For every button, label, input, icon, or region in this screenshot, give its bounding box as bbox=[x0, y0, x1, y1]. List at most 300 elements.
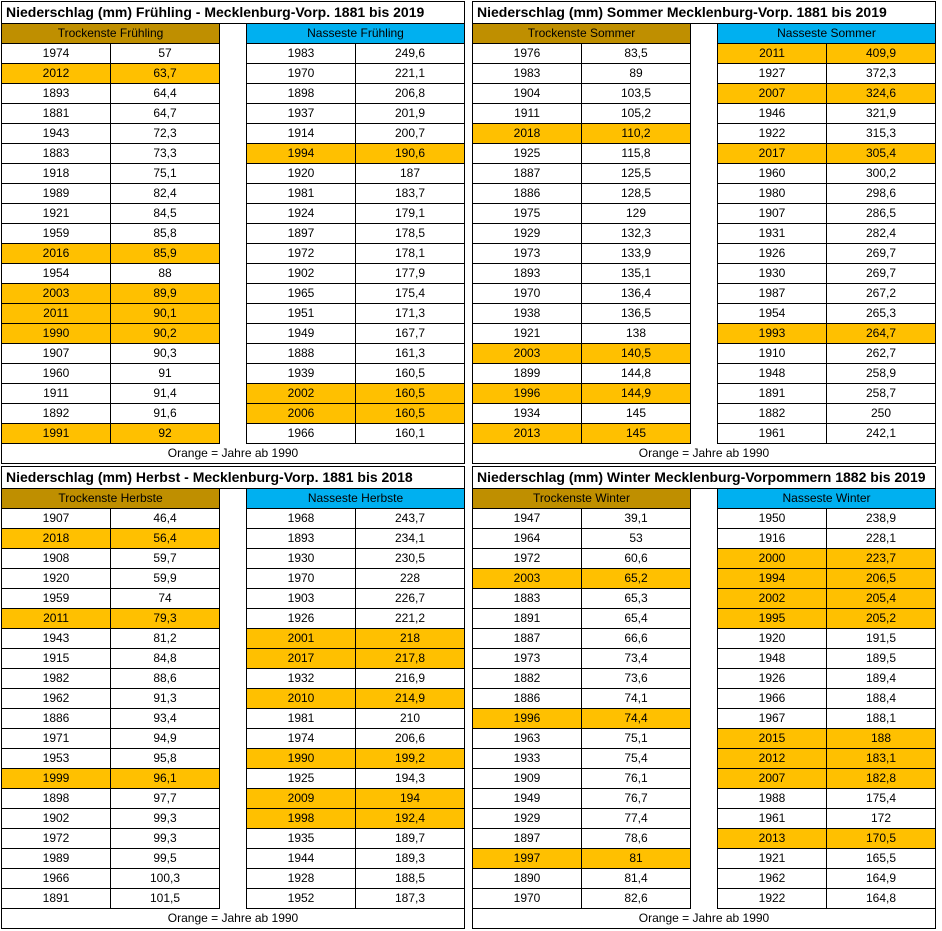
spacer-cell bbox=[220, 729, 247, 749]
wettest-header: Nasseste Herbste bbox=[247, 489, 465, 509]
spacer-cell bbox=[691, 364, 718, 384]
table-title: Niederschlag (mm) Sommer Mecklenburg-Vorp. 1881 bis 2019 bbox=[473, 2, 936, 24]
spacer-cell bbox=[220, 324, 247, 344]
wettest-value: 164,8 bbox=[827, 889, 936, 909]
table-row bbox=[473, 144, 936, 164]
driest-value: 56,4 bbox=[111, 529, 220, 549]
spacer-cell bbox=[220, 104, 247, 124]
table-row bbox=[2, 344, 465, 364]
table-title: Niederschlag (mm) Winter Mecklenburg-Vorpommern 1882 bis 2019 bbox=[473, 467, 936, 489]
driest-value: 73,3 bbox=[111, 144, 220, 164]
driest-value: 132,3 bbox=[582, 224, 691, 244]
driest-value: 66,6 bbox=[582, 629, 691, 649]
driest-value: 77,4 bbox=[582, 809, 691, 829]
driest-year: 1963 bbox=[473, 729, 582, 749]
table-row bbox=[473, 424, 936, 444]
driest-value: 110,2 bbox=[582, 124, 691, 144]
wettest-year: 1893 bbox=[247, 529, 356, 549]
wettest-value: 165,5 bbox=[827, 849, 936, 869]
legend-note: Orange = Jahre ab 1990 bbox=[473, 444, 936, 464]
wettest-year: 2009 bbox=[247, 789, 356, 809]
wettest-year: 1995 bbox=[718, 609, 827, 629]
table-row bbox=[473, 184, 936, 204]
spacer-cell bbox=[691, 529, 718, 549]
driest-year: 1902 bbox=[2, 809, 111, 829]
driest-year: 1929 bbox=[473, 809, 582, 829]
driest-year: 1909 bbox=[473, 769, 582, 789]
table-row bbox=[473, 629, 936, 649]
table-row bbox=[473, 44, 936, 64]
wettest-year: 1910 bbox=[718, 344, 827, 364]
wettest-value: 218 bbox=[356, 629, 465, 649]
wettest-year: 1980 bbox=[718, 184, 827, 204]
wettest-value: 189,3 bbox=[356, 849, 465, 869]
spacer-cell bbox=[220, 769, 247, 789]
driest-year: 1886 bbox=[473, 689, 582, 709]
wettest-year: 1930 bbox=[718, 264, 827, 284]
driest-year: 2003 bbox=[473, 344, 582, 364]
spacer-cell bbox=[220, 24, 247, 44]
table-row bbox=[473, 529, 936, 549]
spacer-cell bbox=[220, 569, 247, 589]
spacer-cell bbox=[220, 489, 247, 509]
wettest-value: 315,3 bbox=[827, 124, 936, 144]
driest-value: 73,6 bbox=[582, 669, 691, 689]
driest-value: 135,1 bbox=[582, 264, 691, 284]
spacer-cell bbox=[220, 424, 247, 444]
driest-value: 75,1 bbox=[111, 164, 220, 184]
wettest-year: 1922 bbox=[718, 889, 827, 909]
wettest-value: 242,1 bbox=[827, 424, 936, 444]
table-row bbox=[2, 44, 465, 64]
spacer-cell bbox=[220, 609, 247, 629]
driest-year: 1892 bbox=[2, 404, 111, 424]
table-row bbox=[473, 304, 936, 324]
wettest-year: 1926 bbox=[247, 609, 356, 629]
driest-year: 1959 bbox=[2, 589, 111, 609]
spacer-cell bbox=[691, 769, 718, 789]
table-row bbox=[473, 849, 936, 869]
driest-year: 2016 bbox=[2, 244, 111, 264]
driest-value: 46,4 bbox=[111, 509, 220, 529]
table-row bbox=[473, 64, 936, 84]
driest-value: 84,5 bbox=[111, 204, 220, 224]
spacer-cell bbox=[691, 869, 718, 889]
driest-year: 1907 bbox=[2, 344, 111, 364]
wettest-value: 188,5 bbox=[356, 869, 465, 889]
table-row bbox=[473, 224, 936, 244]
driest-value: 64,4 bbox=[111, 84, 220, 104]
spacer-cell bbox=[220, 64, 247, 84]
driest-header: Trockenste Herbste bbox=[2, 489, 220, 509]
wettest-value: 175,4 bbox=[827, 789, 936, 809]
driest-year: 1976 bbox=[473, 44, 582, 64]
driest-value: 78,6 bbox=[582, 829, 691, 849]
wettest-year: 1927 bbox=[718, 64, 827, 84]
wettest-year: 2011 bbox=[718, 44, 827, 64]
table-row bbox=[473, 589, 936, 609]
spacer-cell bbox=[220, 629, 247, 649]
wettest-year: 1968 bbox=[247, 509, 356, 529]
wettest-year: 2007 bbox=[718, 84, 827, 104]
precipitation-table bbox=[472, 466, 936, 929]
wettest-year: 1990 bbox=[247, 749, 356, 769]
driest-year: 1972 bbox=[2, 829, 111, 849]
wettest-value: 234,1 bbox=[356, 529, 465, 549]
driest-value: 96,1 bbox=[111, 769, 220, 789]
driest-year: 1897 bbox=[473, 829, 582, 849]
wettest-year: 2001 bbox=[247, 629, 356, 649]
wettest-year: 1952 bbox=[247, 889, 356, 909]
wettest-value: 269,7 bbox=[827, 244, 936, 264]
driest-value: 53 bbox=[582, 529, 691, 549]
spacer-cell bbox=[220, 749, 247, 769]
wettest-value: 206,8 bbox=[356, 84, 465, 104]
driest-year: 1997 bbox=[473, 849, 582, 869]
wettest-year: 1970 bbox=[247, 569, 356, 589]
driest-year: 1886 bbox=[2, 709, 111, 729]
wettest-value: 177,9 bbox=[356, 264, 465, 284]
driest-year: 1971 bbox=[2, 729, 111, 749]
driest-value: 88,6 bbox=[111, 669, 220, 689]
table-row bbox=[2, 849, 465, 869]
driest-header: Trockenste Winter bbox=[473, 489, 691, 509]
driest-value: 105,2 bbox=[582, 104, 691, 124]
driest-year: 1904 bbox=[473, 84, 582, 104]
wettest-year: 1998 bbox=[247, 809, 356, 829]
wettest-year: 1926 bbox=[718, 669, 827, 689]
driest-year: 2018 bbox=[473, 124, 582, 144]
table-row bbox=[2, 364, 465, 384]
spacer-cell bbox=[220, 344, 247, 364]
wettest-value: 178,1 bbox=[356, 244, 465, 264]
table-row bbox=[2, 384, 465, 404]
driest-year: 1991 bbox=[2, 424, 111, 444]
wettest-value: 269,7 bbox=[827, 264, 936, 284]
wettest-year: 1951 bbox=[247, 304, 356, 324]
spacer-cell bbox=[691, 629, 718, 649]
table-row bbox=[473, 789, 936, 809]
wettest-year: 2015 bbox=[718, 729, 827, 749]
wettest-value: 183,7 bbox=[356, 184, 465, 204]
driest-value: 133,9 bbox=[582, 244, 691, 264]
table-row bbox=[473, 84, 936, 104]
wettest-value: 194 bbox=[356, 789, 465, 809]
driest-year: 1973 bbox=[473, 649, 582, 669]
table-row bbox=[2, 184, 465, 204]
table-row bbox=[2, 889, 465, 909]
driest-value: 103,5 bbox=[582, 84, 691, 104]
driest-year: 1883 bbox=[473, 589, 582, 609]
wettest-year: 2002 bbox=[718, 589, 827, 609]
spacer-cell bbox=[691, 649, 718, 669]
table-row bbox=[2, 324, 465, 344]
driest-value: 138 bbox=[582, 324, 691, 344]
table-row bbox=[2, 264, 465, 284]
driest-year: 1954 bbox=[2, 264, 111, 284]
spacer-cell bbox=[691, 709, 718, 729]
spacer-cell bbox=[220, 304, 247, 324]
table-row bbox=[2, 749, 465, 769]
spacer-cell bbox=[691, 889, 718, 909]
spacer-cell bbox=[691, 424, 718, 444]
table-row bbox=[2, 284, 465, 304]
wettest-value: 160,1 bbox=[356, 424, 465, 444]
table-row bbox=[473, 124, 936, 144]
driest-year: 1887 bbox=[473, 629, 582, 649]
wettest-year: 1925 bbox=[247, 769, 356, 789]
wettest-value: 191,5 bbox=[827, 629, 936, 649]
driest-year: 1943 bbox=[2, 124, 111, 144]
table-row bbox=[473, 809, 936, 829]
driest-year: 1920 bbox=[2, 569, 111, 589]
table-row bbox=[2, 144, 465, 164]
driest-value: 81 bbox=[582, 849, 691, 869]
driest-year: 1918 bbox=[2, 164, 111, 184]
table-row bbox=[473, 669, 936, 689]
wettest-value: 178,5 bbox=[356, 224, 465, 244]
spacer-cell bbox=[220, 829, 247, 849]
wettest-value: 160,5 bbox=[356, 404, 465, 424]
wettest-value: 167,7 bbox=[356, 324, 465, 344]
driest-year: 1881 bbox=[2, 104, 111, 124]
driest-year: 1929 bbox=[473, 224, 582, 244]
panel-winter bbox=[472, 466, 936, 929]
wettest-year: 1898 bbox=[247, 84, 356, 104]
driest-value: 93,4 bbox=[111, 709, 220, 729]
spacer-cell bbox=[220, 144, 247, 164]
driest-year: 1970 bbox=[473, 889, 582, 909]
wettest-year: 1916 bbox=[718, 529, 827, 549]
spacer-cell bbox=[691, 749, 718, 769]
legend-note: Orange = Jahre ab 1990 bbox=[2, 444, 465, 464]
driest-year: 2003 bbox=[2, 284, 111, 304]
driest-year: 1921 bbox=[2, 204, 111, 224]
wettest-year: 1994 bbox=[718, 569, 827, 589]
wettest-year: 1970 bbox=[247, 64, 356, 84]
spacer-cell bbox=[220, 44, 247, 64]
spacer-cell bbox=[220, 809, 247, 829]
table-row bbox=[2, 84, 465, 104]
table-row bbox=[2, 224, 465, 244]
wettest-value: 409,9 bbox=[827, 44, 936, 64]
wettest-value: 223,7 bbox=[827, 549, 936, 569]
wettest-year: 1961 bbox=[718, 809, 827, 829]
table-row bbox=[2, 64, 465, 84]
driest-year: 1966 bbox=[2, 869, 111, 889]
driest-value: 76,7 bbox=[582, 789, 691, 809]
spacer-cell bbox=[691, 264, 718, 284]
driest-year: 1943 bbox=[2, 629, 111, 649]
wettest-year: 1935 bbox=[247, 829, 356, 849]
driest-value: 85,8 bbox=[111, 224, 220, 244]
table-row bbox=[473, 769, 936, 789]
driest-value: 84,8 bbox=[111, 649, 220, 669]
table-row bbox=[473, 364, 936, 384]
driest-year: 1911 bbox=[2, 384, 111, 404]
driest-value: 94,9 bbox=[111, 729, 220, 749]
wettest-year: 1903 bbox=[247, 589, 356, 609]
table-row bbox=[473, 104, 936, 124]
driest-value: 99,3 bbox=[111, 829, 220, 849]
driest-value: 75,4 bbox=[582, 749, 691, 769]
table-row bbox=[473, 569, 936, 589]
wettest-value: 206,5 bbox=[827, 569, 936, 589]
driest-year: 1907 bbox=[2, 509, 111, 529]
wettest-value: 230,5 bbox=[356, 549, 465, 569]
driest-value: 64,7 bbox=[111, 104, 220, 124]
wettest-value: 217,8 bbox=[356, 649, 465, 669]
wettest-value: 221,2 bbox=[356, 609, 465, 629]
driest-year: 1891 bbox=[473, 609, 582, 629]
spacer-cell bbox=[691, 404, 718, 424]
driest-year: 1990 bbox=[2, 324, 111, 344]
spacer-cell bbox=[691, 164, 718, 184]
legend-note: Orange = Jahre ab 1990 bbox=[2, 909, 465, 929]
driest-value: 91 bbox=[111, 364, 220, 384]
wettest-year: 1962 bbox=[718, 869, 827, 889]
spacer-cell bbox=[691, 244, 718, 264]
driest-value: 89 bbox=[582, 64, 691, 84]
wettest-value: 264,7 bbox=[827, 324, 936, 344]
wettest-value: 267,2 bbox=[827, 284, 936, 304]
wettest-year: 1920 bbox=[247, 164, 356, 184]
spacer-cell bbox=[691, 304, 718, 324]
driest-year: 1973 bbox=[473, 244, 582, 264]
table-title: Niederschlag (mm) Herbst - Mecklenburg-Vorp. 1881 bis 2018 bbox=[2, 467, 465, 489]
driest-year: 1962 bbox=[2, 689, 111, 709]
wettest-value: 183,1 bbox=[827, 749, 936, 769]
driest-value: 90,1 bbox=[111, 304, 220, 324]
panel-autumn bbox=[1, 466, 465, 929]
table-row bbox=[473, 404, 936, 424]
wettest-value: 189,7 bbox=[356, 829, 465, 849]
spacer-cell bbox=[691, 609, 718, 629]
wettest-year: 1967 bbox=[718, 709, 827, 729]
driest-year: 2011 bbox=[2, 609, 111, 629]
wettest-value: 189,5 bbox=[827, 649, 936, 669]
driest-value: 75,1 bbox=[582, 729, 691, 749]
wettest-year: 1972 bbox=[247, 244, 356, 264]
driest-year: 1882 bbox=[473, 669, 582, 689]
table-row bbox=[2, 709, 465, 729]
wettest-value: 182,8 bbox=[827, 769, 936, 789]
wettest-value: 179,1 bbox=[356, 204, 465, 224]
table-row bbox=[473, 889, 936, 909]
spacer-cell bbox=[691, 124, 718, 144]
spacer-cell bbox=[220, 889, 247, 909]
wettest-year: 1988 bbox=[718, 789, 827, 809]
driest-year: 2012 bbox=[2, 64, 111, 84]
wettest-year: 1961 bbox=[718, 424, 827, 444]
wettest-year: 1931 bbox=[718, 224, 827, 244]
driest-value: 100,3 bbox=[111, 869, 220, 889]
wettest-value: 187,3 bbox=[356, 889, 465, 909]
table-row bbox=[2, 829, 465, 849]
driest-year: 1970 bbox=[473, 284, 582, 304]
driest-value: 128,5 bbox=[582, 184, 691, 204]
spacer-cell bbox=[691, 509, 718, 529]
wettest-value: 175,4 bbox=[356, 284, 465, 304]
spacer-cell bbox=[220, 404, 247, 424]
wettest-value: 192,4 bbox=[356, 809, 465, 829]
table-row bbox=[473, 749, 936, 769]
spacer-cell bbox=[220, 529, 247, 549]
table-title: Niederschlag (mm) Frühling - Mecklenburg-Vorp. 1881 bis 2019 bbox=[2, 2, 465, 24]
wettest-year: 1914 bbox=[247, 124, 356, 144]
wettest-year: 1930 bbox=[247, 549, 356, 569]
driest-value: 59,7 bbox=[111, 549, 220, 569]
wettest-year: 1922 bbox=[718, 124, 827, 144]
wettest-year: 2006 bbox=[247, 404, 356, 424]
driest-year: 1972 bbox=[473, 549, 582, 569]
driest-year: 1949 bbox=[473, 789, 582, 809]
table-row bbox=[2, 669, 465, 689]
wettest-year: 1950 bbox=[718, 509, 827, 529]
spacer-cell bbox=[220, 869, 247, 889]
table-row bbox=[2, 304, 465, 324]
driest-value: 101,5 bbox=[111, 889, 220, 909]
table-row bbox=[473, 284, 936, 304]
driest-year: 1887 bbox=[473, 164, 582, 184]
table-row bbox=[2, 649, 465, 669]
wettest-value: 172 bbox=[827, 809, 936, 829]
driest-value: 63,7 bbox=[111, 64, 220, 84]
wettest-value: 205,4 bbox=[827, 589, 936, 609]
spacer-cell bbox=[220, 264, 247, 284]
wettest-year: 2017 bbox=[718, 144, 827, 164]
wettest-year: 1937 bbox=[247, 104, 356, 124]
wettest-header: Nasseste Frühling bbox=[247, 24, 465, 44]
spacer-cell bbox=[220, 384, 247, 404]
driest-header: Trockenste Sommer bbox=[473, 24, 691, 44]
table-row bbox=[473, 869, 936, 889]
wettest-value: 201,9 bbox=[356, 104, 465, 124]
spacer-cell bbox=[691, 344, 718, 364]
driest-value: 99,3 bbox=[111, 809, 220, 829]
wettest-value: 262,7 bbox=[827, 344, 936, 364]
spacer-cell bbox=[220, 649, 247, 669]
table-row bbox=[473, 709, 936, 729]
wettest-year: 1932 bbox=[247, 669, 356, 689]
wettest-year: 1944 bbox=[247, 849, 356, 869]
table-row bbox=[473, 164, 936, 184]
driest-year: 1947 bbox=[473, 509, 582, 529]
wettest-year: 1960 bbox=[718, 164, 827, 184]
spacer-cell bbox=[220, 204, 247, 224]
spacer-cell bbox=[220, 164, 247, 184]
wettest-year: 2017 bbox=[247, 649, 356, 669]
driest-year: 1911 bbox=[473, 104, 582, 124]
spacer-cell bbox=[691, 104, 718, 124]
table-row bbox=[2, 124, 465, 144]
wettest-value: 214,9 bbox=[356, 689, 465, 709]
wettest-year: 1983 bbox=[247, 44, 356, 64]
spacer-cell bbox=[691, 549, 718, 569]
driest-value: 85,9 bbox=[111, 244, 220, 264]
table-row bbox=[2, 589, 465, 609]
driest-value: 59,9 bbox=[111, 569, 220, 589]
table-row bbox=[2, 869, 465, 889]
wettest-year: 1974 bbox=[247, 729, 356, 749]
driest-year: 1960 bbox=[2, 364, 111, 384]
wettest-year: 1966 bbox=[247, 424, 356, 444]
driest-value: 91,3 bbox=[111, 689, 220, 709]
spacer-cell bbox=[691, 44, 718, 64]
wettest-value: 286,5 bbox=[827, 204, 936, 224]
driest-year: 1890 bbox=[473, 869, 582, 889]
wettest-value: 199,2 bbox=[356, 749, 465, 769]
